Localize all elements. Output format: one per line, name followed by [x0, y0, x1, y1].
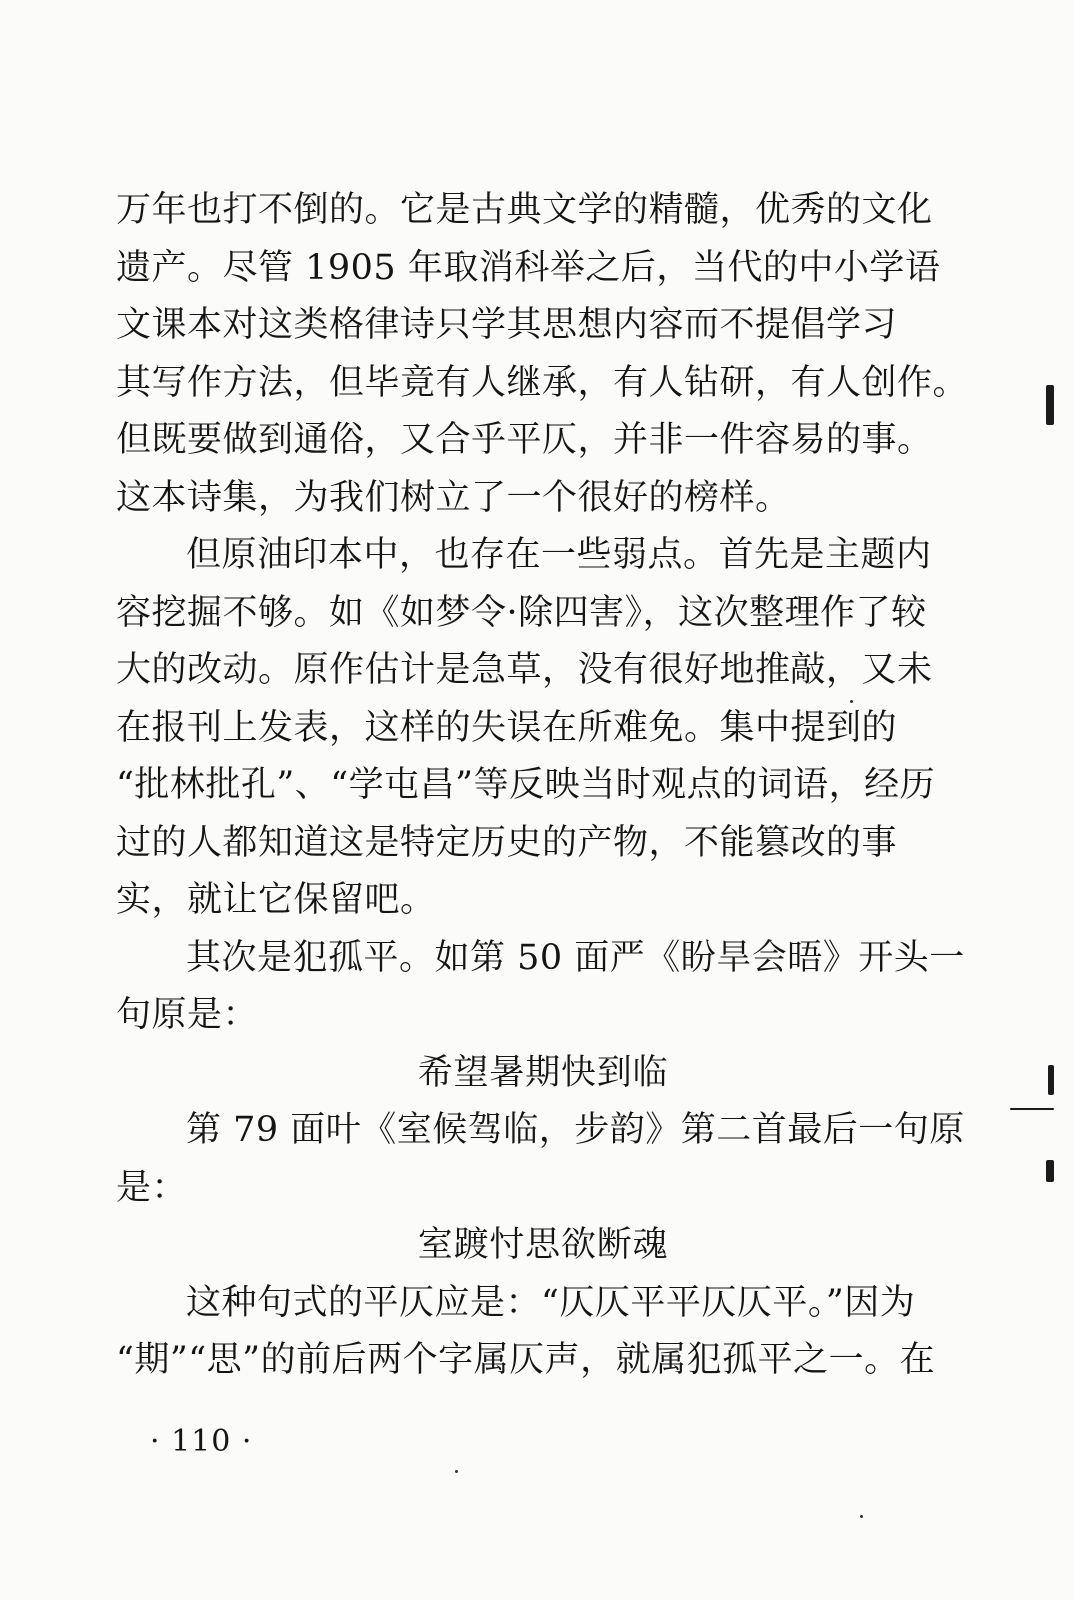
- text-line: 过的人都知道这是特定历史的产物，不能篡改的事: [116, 822, 898, 863]
- text-line: 遗产。尽管 1905 年取消科举之后，当代的中小学语: [116, 247, 941, 288]
- text-line: 但既要做到通俗，又合乎平仄，并非一件容易的事。: [116, 420, 933, 460]
- text-line: 是：: [116, 1167, 188, 1208]
- text-line: 这本诗集，为我们树立了一个很好的榜样。: [116, 477, 791, 518]
- text-line: “期”“思”的前后两个字属仄声，就属犯孤平之一。在: [116, 1340, 936, 1380]
- text-line: 其写作方法，但毕竟有人继承，有人钻研，有人创作。: [116, 362, 969, 403]
- body-text: [116, 182, 969, 1390]
- page-number: · 110 ·: [150, 1424, 253, 1459]
- text-line: 其次是犯孤平。如第 50 面严《盼旱会晤》开头一: [186, 937, 965, 978]
- scan-speck: [860, 1515, 863, 1518]
- scan-artifact: [1046, 385, 1054, 425]
- text-line: 但原油印本中，也存在一些弱点。首先是主题内: [186, 535, 932, 575]
- text-line: 实，就让它保留吧。: [116, 880, 436, 920]
- text-line: 句原是：: [116, 995, 259, 1035]
- quoted-verse: 希望暑期快到临: [417, 1052, 669, 1093]
- scan-artifact: [1010, 1108, 1054, 1110]
- scan-artifact: [1046, 1160, 1054, 1182]
- text-line: 大的改动。原作估计是急草，没有很好地推敲，又未: [116, 650, 933, 690]
- text-line: 文课本对这类格律诗只学其思想内容而不提倡学习: [116, 305, 898, 345]
- text-line: 第 79 面叶《室候驾临，步韵》第二首最后一句原: [186, 1110, 965, 1150]
- text-line: 万年也打不倒的。它是古典文学的精髓，优秀的文化: [116, 190, 933, 230]
- text-line: 容挖掘不够。如《如梦令·除四害》，这次整理作了较: [116, 592, 927, 633]
- text-line: “批林批孔”、“学屯昌”等反映当时观点的词语，经历: [116, 765, 936, 805]
- scan-speck: [850, 700, 853, 703]
- quoted-verse: 室踱忖思欲断魂: [417, 1225, 669, 1265]
- scan-artifact: [1048, 1065, 1054, 1095]
- text-line: 这种句式的平仄应是：“仄仄平平仄仄平。”因为: [186, 1282, 916, 1323]
- text-line: 在报刊上发表，这样的失误在所难免。集中提到的: [116, 707, 898, 748]
- scan-speck: [455, 1470, 458, 1473]
